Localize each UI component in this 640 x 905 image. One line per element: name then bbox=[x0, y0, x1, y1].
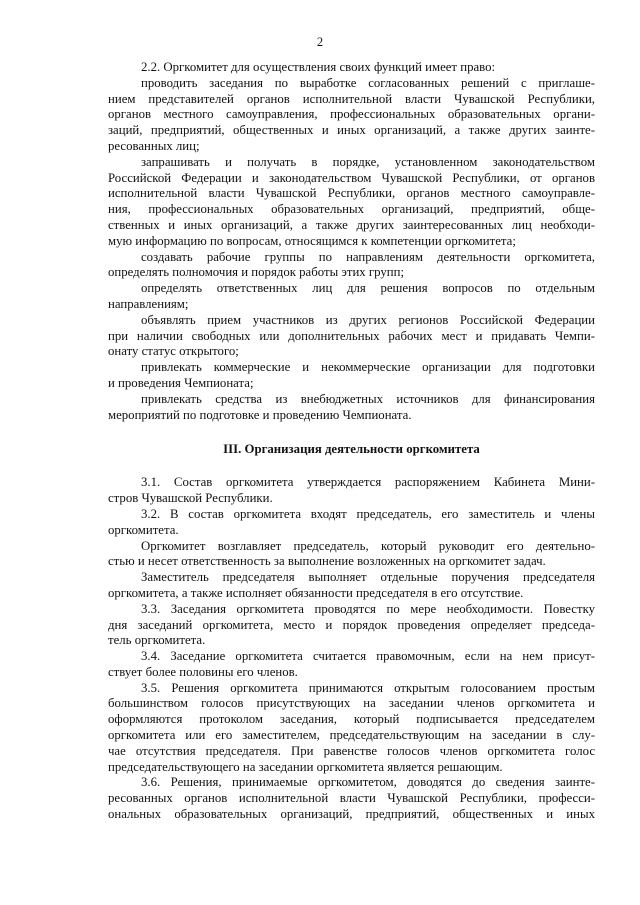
text-line: тель оргкомитета. bbox=[108, 633, 206, 648]
text-line: стров Чувашской Республики. bbox=[108, 491, 273, 506]
text-line: направлениям; bbox=[108, 296, 189, 311]
text-line: 3.5. Решения оргкомитета принимаются открытым голосованием простым bbox=[141, 680, 595, 695]
paragraph bbox=[108, 539, 595, 571]
page-number: 2 bbox=[316, 35, 324, 49]
text-line: оформляются протоколом заседания, который подписывается председателем bbox=[108, 712, 595, 727]
document-body bbox=[108, 60, 595, 823]
text-line: Оргкомитет возглавляет председатель, который руководит его деятельно- bbox=[141, 538, 595, 553]
text-line: ресованных органов исполнительной власти Чувашской Республики, професси- bbox=[108, 791, 595, 806]
paragraph bbox=[108, 360, 595, 392]
text-line: определять полномочия и порядок работы этих групп; bbox=[108, 265, 405, 280]
text-line: стью и несет ответственность за выполнение возложенных на оргкомитет задач. bbox=[108, 554, 546, 569]
paragraph bbox=[108, 155, 595, 250]
text-line: большинством голосов присутствующих на заседании членов оргкомитета и bbox=[108, 696, 595, 711]
paragraph bbox=[108, 313, 595, 360]
text-line: мую информацию по вопросам, относящимся к компетенции оргкомитета; bbox=[108, 233, 516, 248]
text-line: объявлять прием участников из других регионов Российской Федерации bbox=[141, 312, 595, 327]
text-line: заций, предприятий, общественных и иных организаций, а также других заинте- bbox=[108, 123, 595, 138]
text-line: ствует более половины его членов. bbox=[108, 664, 298, 679]
section-3-title: III. Организация деятельности оргкомитета bbox=[223, 442, 480, 457]
text-line: исполнительной власти Чувашской Республики, органов местного самоуправле- bbox=[108, 186, 595, 201]
text-line: 3.6. Решения, принимаемые оргкомитетом, доводятся до сведения заинте- bbox=[141, 775, 595, 790]
paragraph bbox=[108, 392, 595, 424]
paragraph bbox=[108, 76, 595, 155]
text-line: чае отсутствия председателя. При равенстве голосов членов оргкомитета голос bbox=[108, 743, 595, 758]
text-line: дня заседаний оргкомитета, место и порядок проведения определяет председа- bbox=[108, 617, 595, 632]
section-2 bbox=[108, 60, 595, 423]
text-line: при наличии свободных или дополнительных рабочих мест и придавать Чемпи- bbox=[108, 328, 595, 343]
text-line: нием представителей органов исполнительной власти Чувашской Республики, bbox=[108, 91, 595, 106]
paragraph bbox=[108, 250, 595, 282]
text-line: оргкомитета. bbox=[108, 522, 179, 537]
text-line: Заместитель председателя выполняет отдельные поручения председателя bbox=[141, 570, 595, 585]
section-spacer bbox=[108, 457, 595, 475]
text-line: органов местного самоуправления, профессиональных образовательных органи- bbox=[108, 107, 595, 122]
paragraph bbox=[108, 649, 595, 681]
text-line: 3.4. Заседание оргкомитета считается правомочным, если на нем присут- bbox=[141, 649, 595, 664]
paragraph bbox=[108, 681, 595, 776]
text-line: привлекать коммерческие и некоммерческие организации для подготовки bbox=[141, 360, 595, 375]
text-line: 3.3. Заседания оргкомитета проводятся по мере необходимости. Повестку bbox=[141, 601, 595, 616]
text-line: 3.1. Состав оргкомитета утверждается распоряжением Кабинета Мини- bbox=[141, 475, 595, 490]
text-line: ресованных лиц; bbox=[108, 138, 200, 153]
paragraph bbox=[108, 60, 595, 76]
text-line: ния, профессиональных образовательных организаций, предприятий, обще- bbox=[108, 202, 595, 217]
paragraph bbox=[108, 281, 595, 313]
text-line: 3.2. В состав оргкомитета входят председатель, его заместитель и члены bbox=[141, 506, 595, 521]
text-line: 2.2. Оргкомитет для осуществления своих функций имеет право: bbox=[141, 60, 496, 74]
paragraph bbox=[108, 775, 595, 822]
text-line: запрашивать и получать в порядке, установленном законодательством bbox=[141, 154, 595, 169]
text-line: оргкомитета или его заместителем, председательствующим на заседании в слу- bbox=[108, 728, 595, 743]
text-line: онату статус открытого; bbox=[108, 344, 239, 359]
text-line: мероприятий по подготовке и проведению Чемпионата. bbox=[108, 407, 412, 422]
paragraph bbox=[108, 507, 595, 539]
text-line: определять ответственных лиц для решения вопросов по отдельным bbox=[141, 281, 595, 296]
text-line: Российской Федерации и законодательством Чувашской Республики, от органов bbox=[108, 170, 595, 185]
paragraph bbox=[108, 570, 595, 602]
text-line: создавать рабочие группы по направлениям деятельности оргкомитета, bbox=[141, 249, 595, 264]
text-line: оргкомитета, а также исполняет обязанности председателя в его отсутствие. bbox=[108, 585, 524, 600]
text-line: и проведения Чемпионата; bbox=[108, 375, 254, 390]
section-spacer bbox=[108, 423, 595, 441]
text-line: ственных и иных организаций, а также других заинтересованных лиц необходи- bbox=[108, 217, 595, 232]
text-line: ональных образовательных организаций, предприятий, общественных и иных bbox=[108, 807, 595, 822]
text-line: председательствующего на заседании оргкомитета является решающим. bbox=[108, 759, 503, 774]
text-line: привлекать средства из внебюджетных источников для финансирования bbox=[141, 391, 595, 406]
section-3 bbox=[108, 475, 595, 823]
paragraph bbox=[108, 602, 595, 649]
paragraph bbox=[108, 475, 595, 507]
text-line: проводить заседания по выработке согласованных решений с приглаше- bbox=[141, 75, 595, 90]
